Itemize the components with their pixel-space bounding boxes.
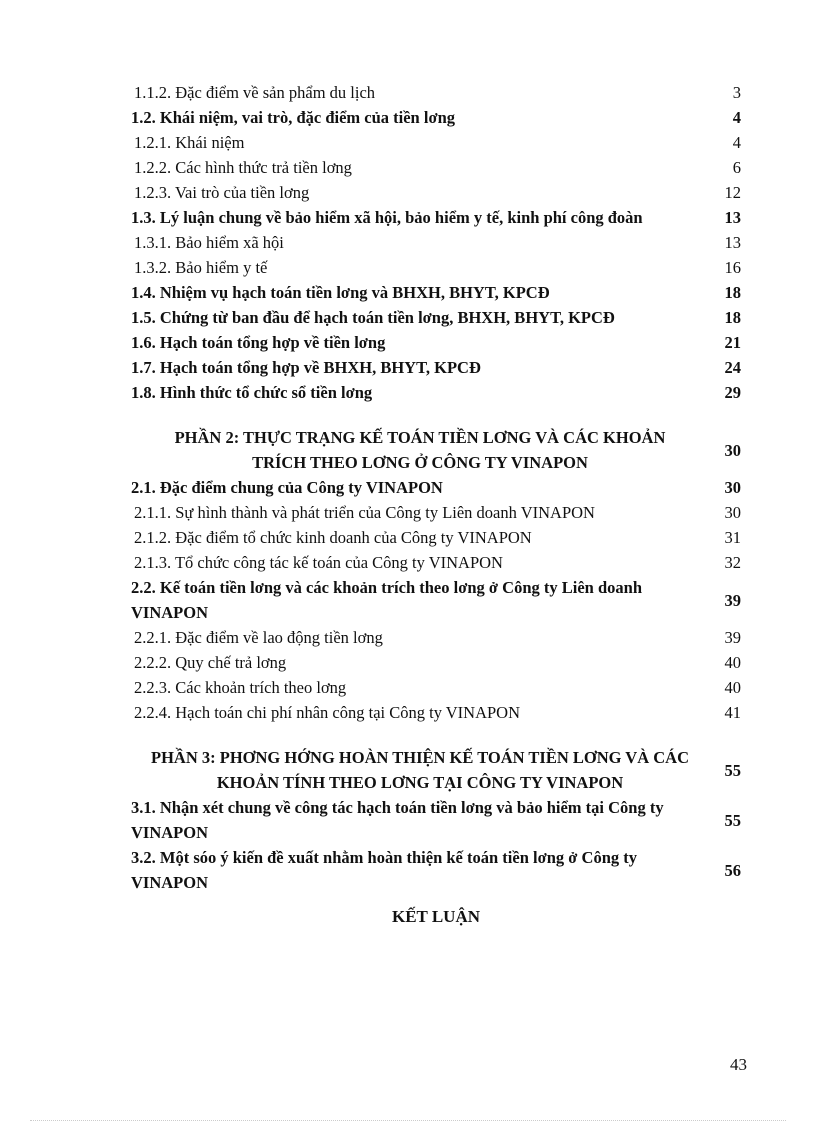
toc-entry-page: 39 bbox=[724, 590, 741, 610]
page-number: 43 bbox=[730, 1055, 747, 1074]
toc-entry bbox=[131, 230, 741, 255]
toc-entry bbox=[131, 475, 741, 500]
toc-entry-page: 30 bbox=[724, 503, 741, 522]
toc-entry-page: 31 bbox=[724, 528, 741, 547]
toc-entry-page: 41 bbox=[724, 703, 741, 722]
toc-entry-title: 1.3. Lý luận chung về bảo hiểm xã hội, bảo hiểm y tế, kinh phí công đoàn bbox=[131, 208, 643, 227]
toc-entry-page: 4 bbox=[732, 108, 741, 127]
toc-entry-title: 1.2.1. Khái niệm bbox=[134, 133, 245, 152]
toc-entry-title: 1.7. Hạch toán tổng hợp về BHXH, BHYT, KPCĐ bbox=[131, 358, 481, 377]
toc-entry-page: 40 bbox=[724, 678, 741, 697]
toc-entry-page: 21 bbox=[724, 333, 741, 352]
toc-entry bbox=[131, 700, 741, 725]
toc-entry bbox=[131, 625, 741, 650]
toc-entry-page: 6 bbox=[732, 158, 741, 177]
toc-entry-title: 1.4. Nhiệm vụ hạch toán tiền lơng và BHXH, BHYT, KPCĐ bbox=[131, 283, 550, 302]
toc-entry bbox=[131, 380, 741, 405]
toc-entry bbox=[131, 650, 741, 675]
toc-entry-page: 16 bbox=[724, 258, 741, 277]
toc-entry bbox=[131, 355, 741, 380]
toc-entry-title: 1.2.3. Vai trò của tiền lơng bbox=[134, 183, 310, 202]
toc-entry bbox=[131, 675, 741, 700]
toc-entry-title: 2.1. Đặc điểm chung của Công ty VINAPON bbox=[131, 478, 443, 497]
toc-section-2 bbox=[131, 475, 741, 725]
toc-entry-title: 2.2. Kế toán tiền lơng và các khoản trích theo lơng ở Công ty Liên doanh VINAPON bbox=[131, 578, 642, 622]
page-footer-divider bbox=[30, 1120, 786, 1121]
toc-entry bbox=[131, 80, 741, 105]
toc-entry bbox=[131, 305, 741, 330]
toc-entry bbox=[131, 500, 741, 525]
toc-conclusion: KẾT LUẬN bbox=[391, 907, 480, 926]
toc-entry bbox=[131, 330, 741, 355]
toc-entry bbox=[131, 845, 741, 895]
toc-entry-page: 18 bbox=[724, 308, 741, 327]
toc-entry-page: 29 bbox=[724, 383, 741, 402]
toc-entry-page: 32 bbox=[724, 553, 741, 572]
toc-entry-page: 3 bbox=[732, 83, 741, 102]
toc-entry-title: 1.6. Hạch toán tổng hợp về tiền lơng bbox=[131, 333, 386, 352]
toc-entry-page: 13 bbox=[724, 208, 741, 227]
toc-entry bbox=[131, 280, 741, 305]
toc-entry-title: 1.3.2. Bảo hiểm y tế bbox=[134, 258, 268, 277]
toc-entry-page: 30 bbox=[724, 478, 741, 497]
toc-entry-title: 1.1.2. Đặc điểm về sản phẩm du lịch bbox=[134, 83, 376, 102]
toc-entry-title: 3.2. Một sóo ý kiến đề xuất nhằm hoàn thiện kế toán tiền lơng ở Công ty VINAPON bbox=[131, 848, 637, 892]
toc-entry-page: 56 bbox=[724, 860, 741, 880]
toc-entry bbox=[131, 105, 741, 130]
toc-entry-title: 2.2.3. Các khoản trích theo lơng bbox=[134, 678, 347, 697]
toc-entry bbox=[131, 255, 741, 280]
toc-entry bbox=[131, 180, 741, 205]
toc-entry bbox=[131, 575, 741, 625]
toc-part-3-title: PHẦN 3: PHƠNG HỚNG HOÀN THIỆN KẾ TOÁN TIỀN LƠNG VÀ CÁC KHOẢN TÍNH THEO LƠNG TẠI CÔNG TY VINAPON bbox=[151, 748, 689, 792]
toc-entry-title: 1.3.1. Bảo hiểm xã hội bbox=[134, 233, 284, 252]
toc-entry-title: 2.2.4. Hạch toán chi phí nhân công tại Công ty VINAPON bbox=[134, 703, 521, 722]
toc-entry-page: 40 bbox=[724, 653, 741, 672]
toc-entry-page: 18 bbox=[724, 283, 741, 302]
toc-entry-title: 1.5. Chứng từ ban đầu để hạch toán tiền lơng, BHXH, BHYT, KPCĐ bbox=[131, 308, 615, 327]
toc-entry bbox=[131, 205, 741, 230]
toc-entry-page: 55 bbox=[724, 810, 741, 830]
toc-entry-title: 2.1.1. Sự hình thành và phát triển của Công ty Liên doanh VINAPON bbox=[134, 503, 595, 522]
toc-part-2-heading bbox=[131, 425, 741, 475]
toc-entry bbox=[131, 795, 741, 845]
toc-entry-page: 12 bbox=[724, 183, 741, 202]
toc-entry-page: 24 bbox=[724, 358, 741, 377]
toc-entry bbox=[131, 525, 741, 550]
toc-entry-title: 2.2.1. Đặc điểm về lao động tiền lơng bbox=[134, 628, 383, 647]
toc-part-2-title: PHẦN 2: THỰC TRẠNG KẾ TOÁN TIỀN LƠNG VÀ CÁC KHOẢN TRÍCH THEO LƠNG Ở CÔNG TY VINAPON bbox=[174, 428, 666, 472]
toc-section-3 bbox=[131, 795, 741, 895]
toc-entry-page: 39 bbox=[724, 628, 741, 647]
toc-part-2-page: 30 bbox=[724, 440, 741, 460]
toc-entry-title: 2.1.3. Tổ chức công tác kế toán của Công ty VINAPON bbox=[134, 553, 503, 572]
toc-entry bbox=[131, 550, 741, 575]
toc-entry-title: 1.2.2. Các hình thức trả tiền lơng bbox=[134, 158, 352, 177]
toc-section-1 bbox=[131, 80, 741, 405]
toc-entry-title: 3.1. Nhận xét chung về công tác hạch toán tiền lơng và bảo hiểm tại Công ty VINAPON bbox=[131, 798, 664, 842]
toc-part-3-heading bbox=[131, 745, 741, 795]
toc-entry-title: 1.8. Hình thức tổ chức sổ tiền lơng bbox=[131, 383, 373, 402]
toc-entry-title: 1.2. Khái niệm, vai trò, đặc điểm của tiền lơng bbox=[131, 108, 456, 127]
toc-part-3-page: 55 bbox=[724, 760, 741, 780]
toc-entry bbox=[131, 130, 741, 155]
toc-entry-page: 4 bbox=[732, 133, 741, 152]
toc-entry-page: 13 bbox=[724, 233, 741, 252]
toc-entry-title: 2.1.2. Đặc điểm tổ chức kinh doanh của Công ty VINAPON bbox=[134, 528, 532, 547]
toc-entry bbox=[131, 155, 741, 180]
table-of-contents bbox=[131, 80, 741, 927]
toc-entry-title: 2.2.2. Quy chế trả lơng bbox=[134, 653, 287, 672]
